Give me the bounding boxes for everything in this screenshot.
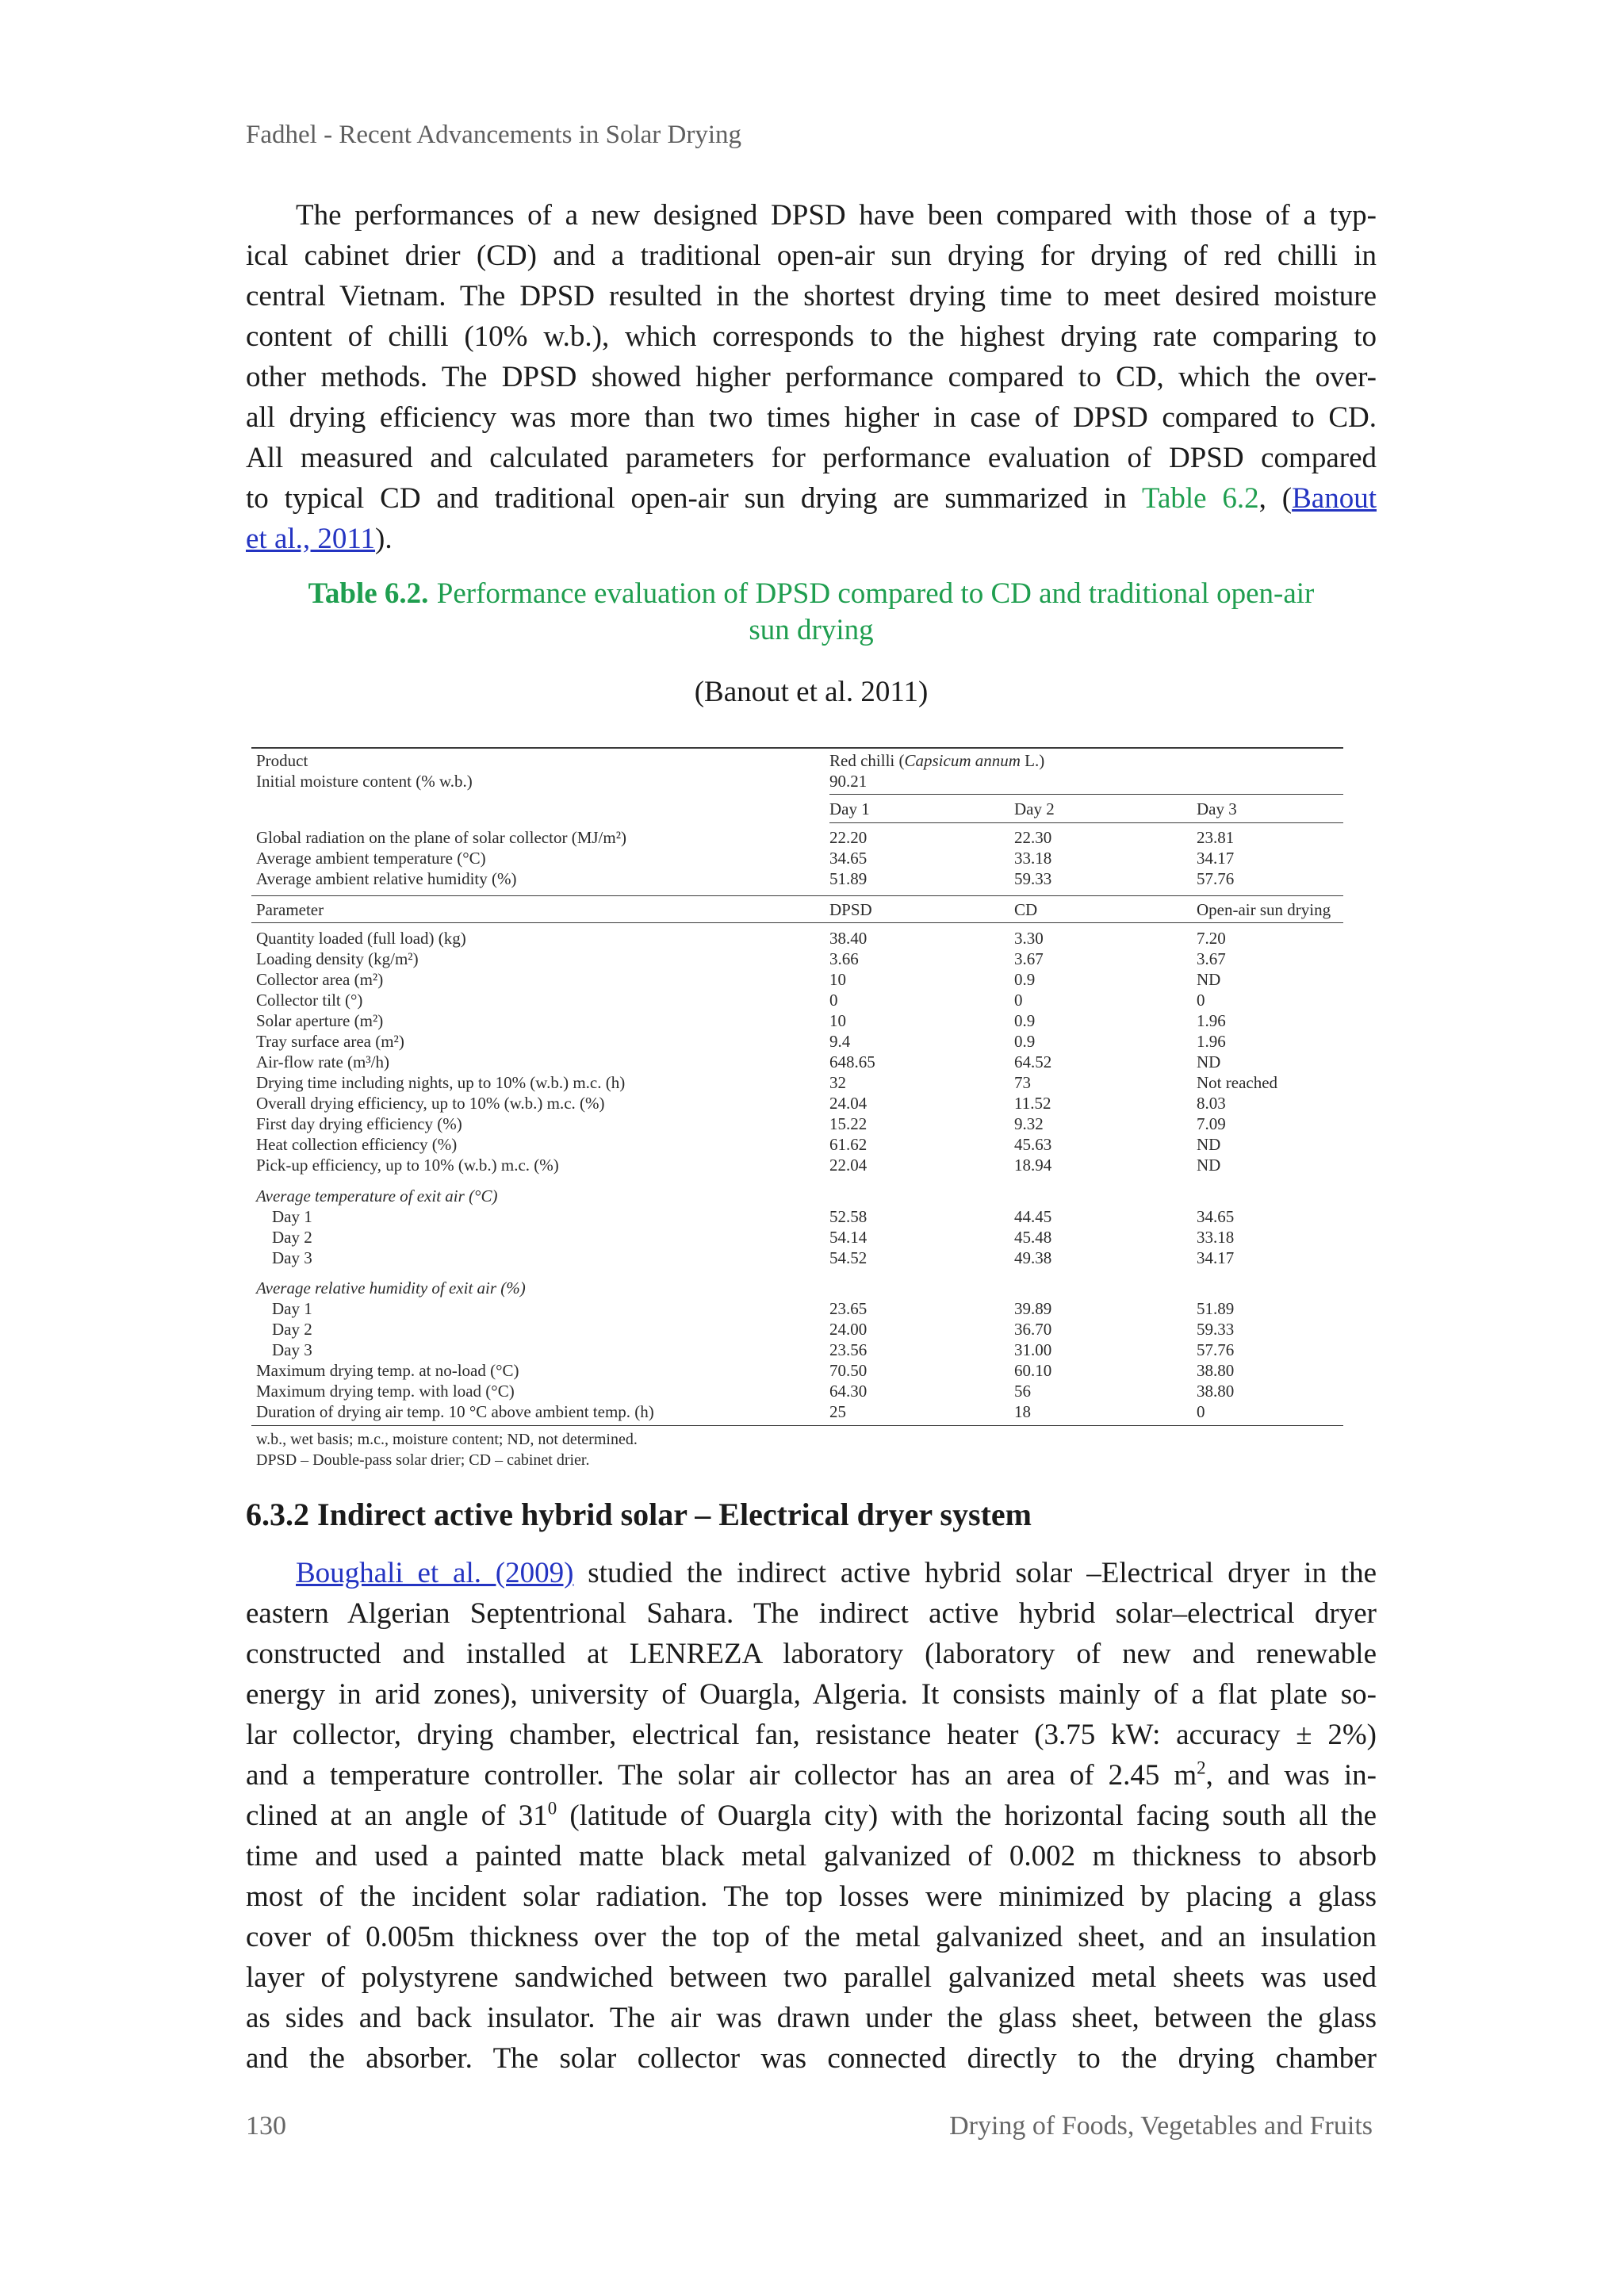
text-line <box>246 519 1377 559</box>
text-run: constructed and installed at LENREZA laboratory (laboratory of new and renewable <box>246 1638 1377 1670</box>
text-run: studied the indirect active hybrid solar –Electrical dryer in the <box>573 1557 1377 1589</box>
column-header: Day 2 <box>1014 799 1055 818</box>
text-run: eastern Algerian Septentrional Sahara. The indirect active hybrid solar–electrical dryer <box>246 1597 1377 1630</box>
cell-value: 52.58 <box>829 1207 868 1226</box>
row-label: Heat collection efficiency (%) <box>256 1135 458 1154</box>
column-header: Parameter <box>256 900 324 919</box>
table-footnote: w.b., wet basis; m.c., moisture content; ND, not determined. <box>256 1431 638 1448</box>
text-line <box>246 1957 1377 1998</box>
row-label: Duration of drying air temp. 10 °C above ambient temp. (h) <box>256 1402 654 1421</box>
paragraph-dpsd-performance <box>246 195 1377 559</box>
table-rule <box>251 895 1343 896</box>
table-row <box>251 827 1343 848</box>
table-row <box>251 1072 1343 1093</box>
text-line <box>246 357 1377 397</box>
row-label: Day 1 <box>272 1207 312 1226</box>
citation-link[interactable]: Boughali et al. (2009) <box>296 1557 574 1589</box>
cell-value: 15.22 <box>829 1114 868 1133</box>
row-label: Solar aperture (m²) <box>256 1011 384 1030</box>
cell-value: 38.40 <box>829 929 868 948</box>
cell-value: 45.63 <box>1014 1135 1052 1154</box>
table-row <box>251 1360 1343 1381</box>
row-label: Product <box>256 751 308 770</box>
row-label: Average ambient temperature (°C) <box>256 849 486 868</box>
cell-value: 51.89 <box>829 869 868 888</box>
row-label: First day drying efficiency (%) <box>256 1114 462 1133</box>
cell-value: 648.65 <box>829 1052 875 1071</box>
cell-value: 9.4 <box>829 1032 851 1051</box>
group-title: Average temperature of exit air (°C) <box>256 1186 498 1205</box>
cell-value: 11.52 <box>1014 1094 1051 1113</box>
row-label: Overall drying efficiency, up to 10% (w.b.) m.c. (%) <box>256 1094 605 1113</box>
table-row <box>251 1227 1343 1248</box>
row-label: Day 2 <box>272 1228 312 1247</box>
text-line <box>246 276 1377 316</box>
text-line <box>246 397 1377 438</box>
row-label: Maximum drying temp. with load (°C) <box>256 1382 515 1401</box>
cell-value: 0 <box>1197 991 1205 1010</box>
table-row <box>251 1031 1343 1052</box>
text-line <box>246 2038 1377 2079</box>
table-row <box>251 1093 1343 1114</box>
cell-value: 3.67 <box>1014 949 1044 968</box>
page-number: 130 <box>246 2111 286 2141</box>
cell-value: 32 <box>829 1073 846 1092</box>
row-label: Maximum drying temp. at no-load (°C) <box>256 1361 519 1380</box>
row-label: Tray surface area (m²) <box>256 1032 404 1051</box>
group-title: Average relative humidity of exit air (%) <box>256 1278 526 1297</box>
cell-value: 39.89 <box>1014 1299 1052 1318</box>
cell-value: ND <box>1197 1135 1221 1154</box>
text-run: to typical CD and traditional open-air sun drying are summarized in <box>246 482 1142 515</box>
cell-value: 90.21 <box>829 772 868 791</box>
row-label: Loading density (kg/m²) <box>256 949 419 968</box>
text-run: layer of polystyrene sandwiched between two parallel galvanized metal sheets was used <box>246 1961 1377 1994</box>
table-row <box>251 1114 1343 1134</box>
product-value <box>829 750 1343 771</box>
cell-value: 0 <box>1014 991 1023 1010</box>
text-line <box>246 1715 1377 1755</box>
cell-value: 10 <box>829 970 846 989</box>
table-row <box>251 969 1343 990</box>
table-row <box>251 1401 1343 1422</box>
table-reference-link[interactable]: Table 6.2 <box>1141 482 1259 515</box>
row-label: Initial moisture content (% w.b.) <box>256 772 473 791</box>
text-line <box>246 478 1377 519</box>
row-label: Day 3 <box>272 1248 312 1267</box>
table-row <box>251 1010 1343 1031</box>
caption-title-continued: sun drying <box>749 614 874 646</box>
cell-value: 54.14 <box>829 1228 868 1247</box>
cell-value: 3.66 <box>829 949 859 968</box>
cell-value: 57.76 <box>1197 869 1235 888</box>
column-header: Day 1 <box>829 799 870 818</box>
empty-cell <box>251 799 829 819</box>
cell-value: 56 <box>1014 1382 1031 1401</box>
text-run: all drying efficiency was more than two times higher in case of DPSD compared to CD. <box>246 401 1377 434</box>
group-title-row <box>251 1186 1343 1206</box>
text-run: All measured and calculated parameters for performance evaluation of DPSD compared <box>246 442 1377 474</box>
cell-value: 45.48 <box>1014 1228 1052 1247</box>
text-run: , and was in- <box>1205 1759 1377 1792</box>
table-row <box>251 1319 1343 1340</box>
cell-value: 9.32 <box>1014 1114 1044 1133</box>
cell-value: 1.96 <box>1197 1032 1226 1051</box>
cell-value: 64.52 <box>1014 1052 1052 1071</box>
text-run: clined at an angle of 31 <box>246 1800 548 1832</box>
cell-value: 54.52 <box>829 1248 868 1267</box>
running-header: Fadhel - Recent Advancements in Solar Drying <box>246 121 742 149</box>
column-header: CD <box>1014 900 1038 919</box>
table-caption <box>246 576 1377 649</box>
table-row <box>251 928 1343 949</box>
row-label: Collector area (m²) <box>256 970 384 989</box>
cell-value: 34.65 <box>1197 1207 1235 1226</box>
text-line <box>246 1553 1377 1593</box>
text-line <box>246 316 1377 357</box>
table-row <box>251 848 1343 868</box>
text-line <box>246 1634 1377 1674</box>
cell-value: 57.76 <box>1197 1340 1235 1359</box>
text-line <box>246 1836 1377 1876</box>
row-label: Collector tilt (°) <box>256 991 363 1010</box>
table-row <box>251 1052 1343 1072</box>
table-row <box>251 868 1343 889</box>
text-line <box>246 1917 1377 1957</box>
text-line <box>246 1593 1377 1634</box>
product-name-suffix: L.) <box>1020 751 1045 770</box>
day-header-row <box>251 799 1343 819</box>
superscript: 2 <box>1197 1757 1206 1778</box>
cell-value: 22.30 <box>1014 828 1052 847</box>
cell-value: ND <box>1197 1052 1221 1071</box>
text-line <box>246 438 1377 478</box>
table-footnote: DPSD – Double-pass solar drier; CD – cabinet drier. <box>256 1451 590 1469</box>
cell-value: 1.96 <box>1197 1011 1226 1030</box>
cell-value: 64.30 <box>829 1382 868 1401</box>
table-source-citation: (Banout et al. 2011) <box>694 676 929 708</box>
cell-value: 3.30 <box>1014 929 1044 948</box>
cell-value: ND <box>1197 970 1221 989</box>
cell-value: 0.9 <box>1014 970 1036 989</box>
text-line <box>246 195 1377 236</box>
table-row <box>251 1206 1343 1227</box>
cell-value: 23.65 <box>829 1299 868 1318</box>
table-row <box>251 1248 1343 1268</box>
table-rule <box>829 794 1343 795</box>
cell-value: 7.09 <box>1197 1114 1226 1133</box>
text-run: content of chilli (10% w.b.), which corresponds to the highest drying rate comparing to <box>246 320 1377 353</box>
cell-value: 34.17 <box>1197 849 1235 868</box>
species-name: Capsicum annum <box>904 751 1021 770</box>
book-title: Drying of Foods, Vegetables and Fruits <box>949 2111 1373 2141</box>
text-run: and a temperature controller. The solar air collector has an area of 2.45 m <box>246 1759 1197 1792</box>
cell-value: 33.18 <box>1197 1228 1235 1247</box>
text-run: ). <box>375 523 393 555</box>
row-label: Pick-up efficiency, up to 10% (w.b.) m.c. (%) <box>256 1156 559 1175</box>
caption-line-1 <box>246 576 1377 612</box>
text-run: central Vietnam. The DPSD resulted in the shortest drying time to meet desired moisture <box>246 280 1377 312</box>
cell-value: 0 <box>829 991 838 1010</box>
text-run: time and used a painted matte black metal galvanized of 0.002 m thickness to absorb <box>246 1840 1377 1872</box>
performance-evaluation-table <box>251 747 1343 1470</box>
cell-value: 59.33 <box>1197 1320 1235 1339</box>
row-label: Drying time including nights, up to 10% (w.b.) m.c. (h) <box>256 1073 626 1092</box>
text-run: cover of 0.005m thickness over the top of the metal galvanized sheet, and an insulation <box>246 1921 1377 1953</box>
table-row <box>251 1155 1343 1175</box>
text-run: energy in arid zones), university of Ouargla, Algeria. It consists mainly of a flat plate so- <box>246 1678 1377 1711</box>
cell-value: Not reached <box>1197 1073 1278 1092</box>
table-rule <box>829 822 1343 823</box>
cell-value: 38.80 <box>1197 1361 1235 1380</box>
caption-line-2 <box>246 612 1377 649</box>
cell-value: 61.62 <box>829 1135 868 1154</box>
cell-value: 44.45 <box>1014 1207 1052 1226</box>
text-line <box>246 1755 1377 1796</box>
cell-value: 70.50 <box>829 1361 868 1380</box>
row-label: Quantity loaded (full load) (kg) <box>256 929 466 948</box>
cell-value: 7.20 <box>1197 929 1226 948</box>
column-header: Open-air sun drying <box>1197 900 1331 919</box>
text-run: , ( <box>1258 482 1293 515</box>
cell-value: 18.94 <box>1014 1156 1052 1175</box>
cell-value: 22.04 <box>829 1156 868 1175</box>
cell-value: 49.38 <box>1014 1248 1052 1267</box>
cell-value: 38.80 <box>1197 1382 1235 1401</box>
text-run: ical cabinet drier (CD) and a traditional open-air sun drying for drying of red chilli in <box>246 240 1377 272</box>
text-line <box>246 1674 1377 1715</box>
row-label: Average ambient relative humidity (%) <box>256 869 517 888</box>
text-line <box>246 1796 1377 1836</box>
row-label: Air-flow rate (m³/h) <box>256 1052 389 1071</box>
cell-value: ND <box>1197 1156 1221 1175</box>
cell-value: 23.81 <box>1197 828 1235 847</box>
column-header-row <box>251 899 1343 920</box>
text-line <box>246 1998 1377 2038</box>
cell-value: 24.04 <box>829 1094 868 1113</box>
cell-value: 33.18 <box>1014 849 1052 868</box>
table-rule <box>251 1425 1343 1426</box>
text-run: The performances of a new designed DPSD have been compared with those of a typ- <box>296 199 1377 232</box>
section-heading: 6.3.2 Indirect active hybrid solar – Electrical dryer system <box>246 1497 1032 1532</box>
text-run: most of the incident solar radiation. The top losses were minimized by placing a glass <box>246 1880 1377 1913</box>
cell-value: 31.00 <box>1014 1340 1052 1359</box>
text-run: other methods. The DPSD showed higher performance compared to CD, which the over- <box>246 361 1377 393</box>
text-line <box>246 236 1377 276</box>
cell-value: 3.67 <box>1197 949 1226 968</box>
cell-value: 60.10 <box>1014 1361 1052 1380</box>
table-row <box>251 1134 1343 1155</box>
table-rule <box>251 922 1343 923</box>
cell-value: 0.9 <box>1014 1032 1036 1051</box>
moisture-row <box>251 771 1343 792</box>
cell-value: 22.20 <box>829 828 868 847</box>
row-label: Day 2 <box>272 1320 312 1339</box>
cell-value: 0 <box>1197 1402 1205 1421</box>
table-row <box>251 1381 1343 1401</box>
column-header: Day 3 <box>1197 799 1237 818</box>
citation-link[interactable]: et al., 2011 <box>246 523 376 555</box>
cell-value: 34.65 <box>829 849 868 868</box>
superscript: 0 <box>547 1798 557 1819</box>
table-row <box>251 1340 1343 1360</box>
row-label: Day 1 <box>272 1299 312 1318</box>
product-row <box>251 750 1343 771</box>
page-footer <box>246 2110 1373 2142</box>
text-run: as sides and back insulator. The air was drawn under the glass sheet, between the glass <box>246 2002 1377 2034</box>
table-row <box>251 949 1343 969</box>
cell-value: 18 <box>1014 1402 1031 1421</box>
cell-value: 73 <box>1014 1073 1031 1092</box>
cell-value: 25 <box>829 1402 846 1421</box>
cell-value: 34.17 <box>1197 1248 1235 1267</box>
caption-title: Performance evaluation of DPSD compared to CD and traditional open-air <box>436 577 1315 610</box>
text-line <box>246 1876 1377 1917</box>
cell-value: 23.56 <box>829 1340 868 1359</box>
row-label: Day 3 <box>272 1340 312 1359</box>
column-header: DPSD <box>829 900 872 919</box>
cell-value: 0.9 <box>1014 1011 1036 1030</box>
citation-link[interactable]: Banout <box>1292 482 1377 515</box>
cell-value: 10 <box>829 1011 846 1030</box>
cell-value: 24.00 <box>829 1320 868 1339</box>
table-row <box>251 1298 1343 1319</box>
paragraph-hybrid-dryer <box>246 1553 1377 2079</box>
table-row <box>251 990 1343 1010</box>
cell-value: 8.03 <box>1197 1094 1226 1113</box>
text-run: (latitude of Ouargla city) with the horizontal facing south all the <box>557 1800 1377 1832</box>
cell-value: 36.70 <box>1014 1320 1052 1339</box>
cell-value: 51.89 <box>1197 1299 1235 1318</box>
text-run: and the absorber. The solar collector was connected directly to the drying chamber <box>246 2042 1377 2075</box>
cell-value: 59.33 <box>1014 869 1052 888</box>
text-run: lar collector, drying chamber, electrical fan, resistance heater (3.75 kW: accuracy ± 2%) <box>246 1719 1377 1751</box>
product-name: Red chilli ( <box>829 751 905 770</box>
row-label: Global radiation on the plane of solar collector (MJ/m²) <box>256 828 626 847</box>
group-title-row <box>251 1278 1343 1298</box>
caption-label: Table 6.2. <box>308 577 429 610</box>
